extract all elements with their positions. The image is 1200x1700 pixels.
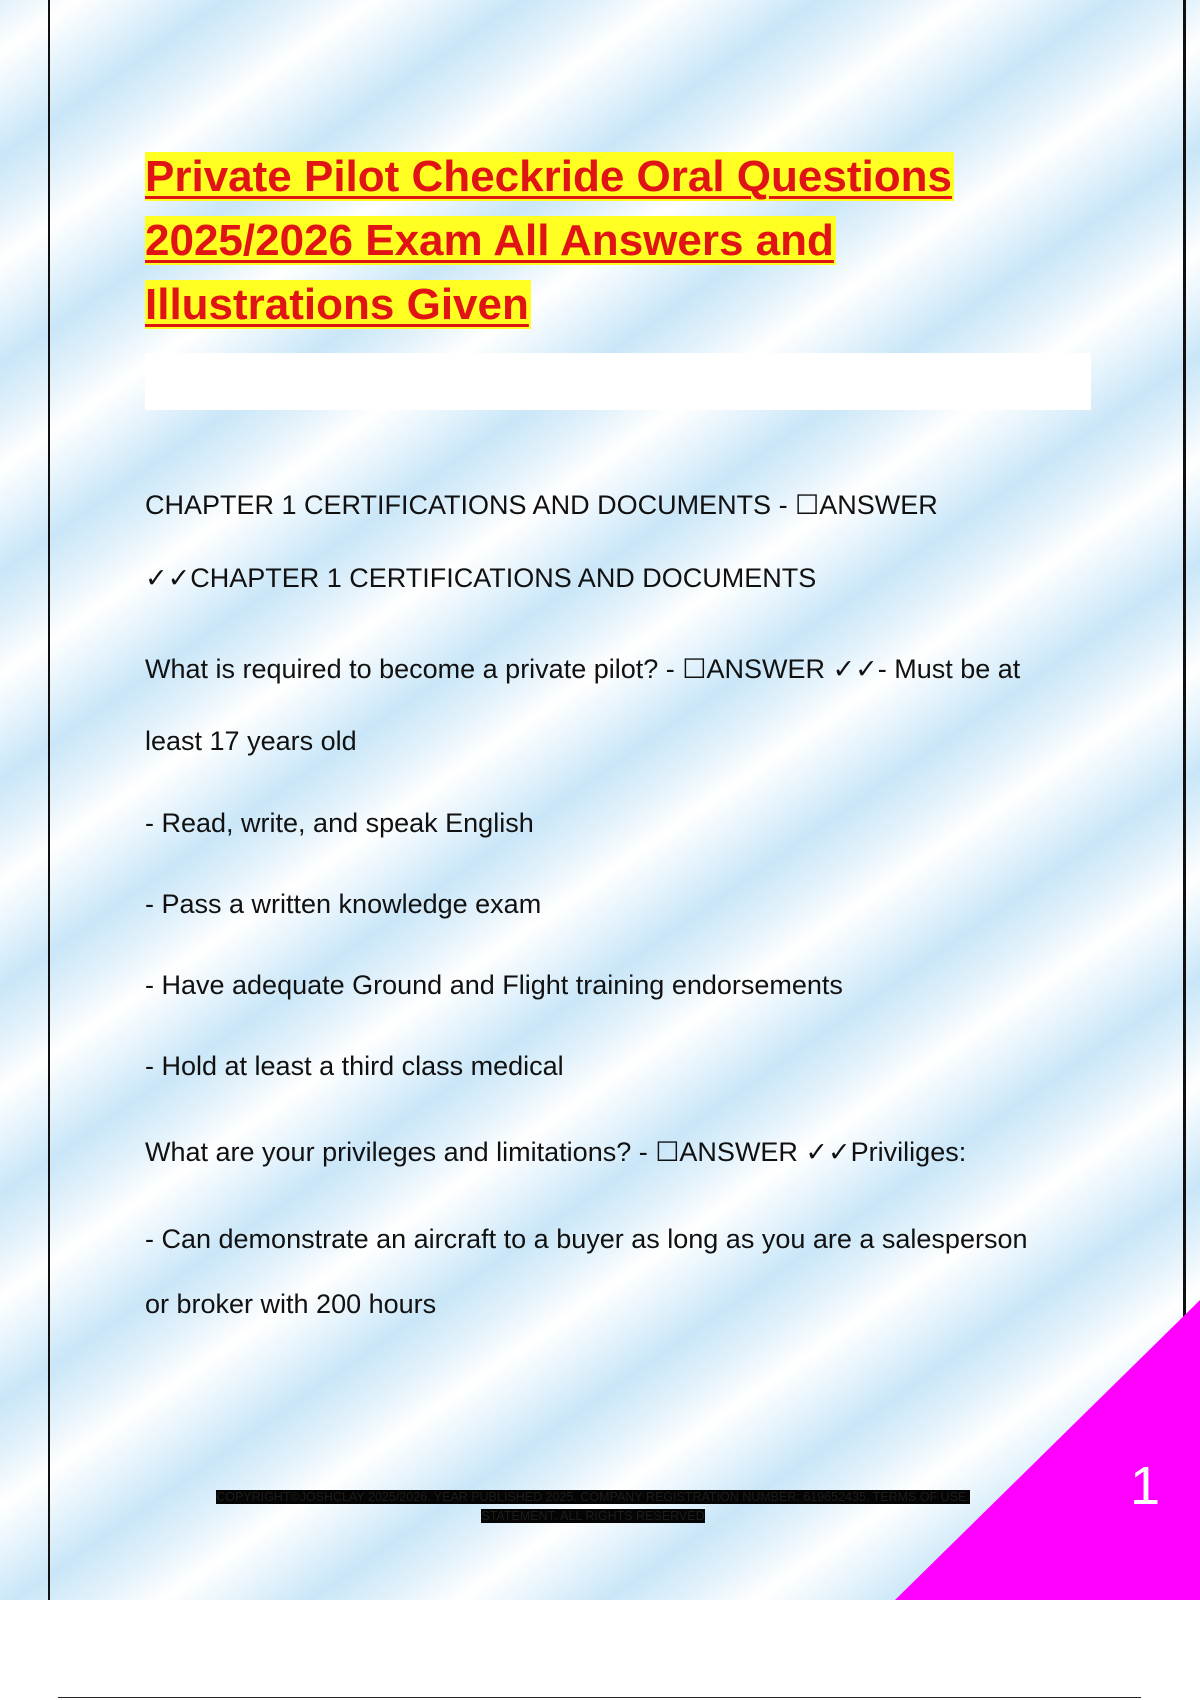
page-number: 1 bbox=[1129, 1456, 1161, 1516]
chapter-heading: CHAPTER 1 CERTIFICATIONS AND DOCUMENTS - ☐ANSWER bbox=[145, 490, 938, 520]
copyright-line: COPYRIGHT©JOSHCLAY 2025/2026. YEAR PUBLISHED 2025. COMPANY REGISTRATION NUMBER: 619652435. TERMS OF USE. bbox=[216, 1490, 970, 1504]
bottom-divider bbox=[58, 1697, 1141, 1698]
answer-list-item: - Read, write, and speak English bbox=[145, 808, 534, 838]
title-line: Illustrations Given bbox=[145, 280, 529, 329]
copyright-line: STATEMENT. ALL RIGHTS RESERVED bbox=[481, 1509, 705, 1523]
answer-list-item: - Hold at least a third class medical bbox=[145, 1051, 564, 1081]
answer-text: least 17 years old bbox=[145, 726, 357, 756]
answer-text: or broker with 200 hours bbox=[145, 1289, 437, 1319]
title-line: 2025/2026 Exam All Answers and bbox=[145, 216, 834, 265]
question-text: What is required to become a private pilot? - ☐ANSWER ✓✓- Must be at bbox=[145, 654, 1021, 684]
title-line: Private Pilot Checkride Oral Questions bbox=[145, 152, 952, 201]
copyright-notice bbox=[178, 1488, 1008, 1526]
chapter-heading-answer: ✓✓CHAPTER 1 CERTIFICATIONS AND DOCUMENTS bbox=[145, 563, 817, 593]
answer-list-item: - Can demonstrate an aircraft to a buyer as long as you are a salesperson bbox=[145, 1224, 1028, 1254]
answer-list-item: - Pass a written knowledge exam bbox=[145, 889, 542, 919]
answer-list-item: - Have adequate Ground and Flight training endorsements bbox=[145, 970, 843, 1000]
question-text: What are your privileges and limitations? - ☐ANSWER ✓✓Priviliges: bbox=[145, 1137, 967, 1167]
